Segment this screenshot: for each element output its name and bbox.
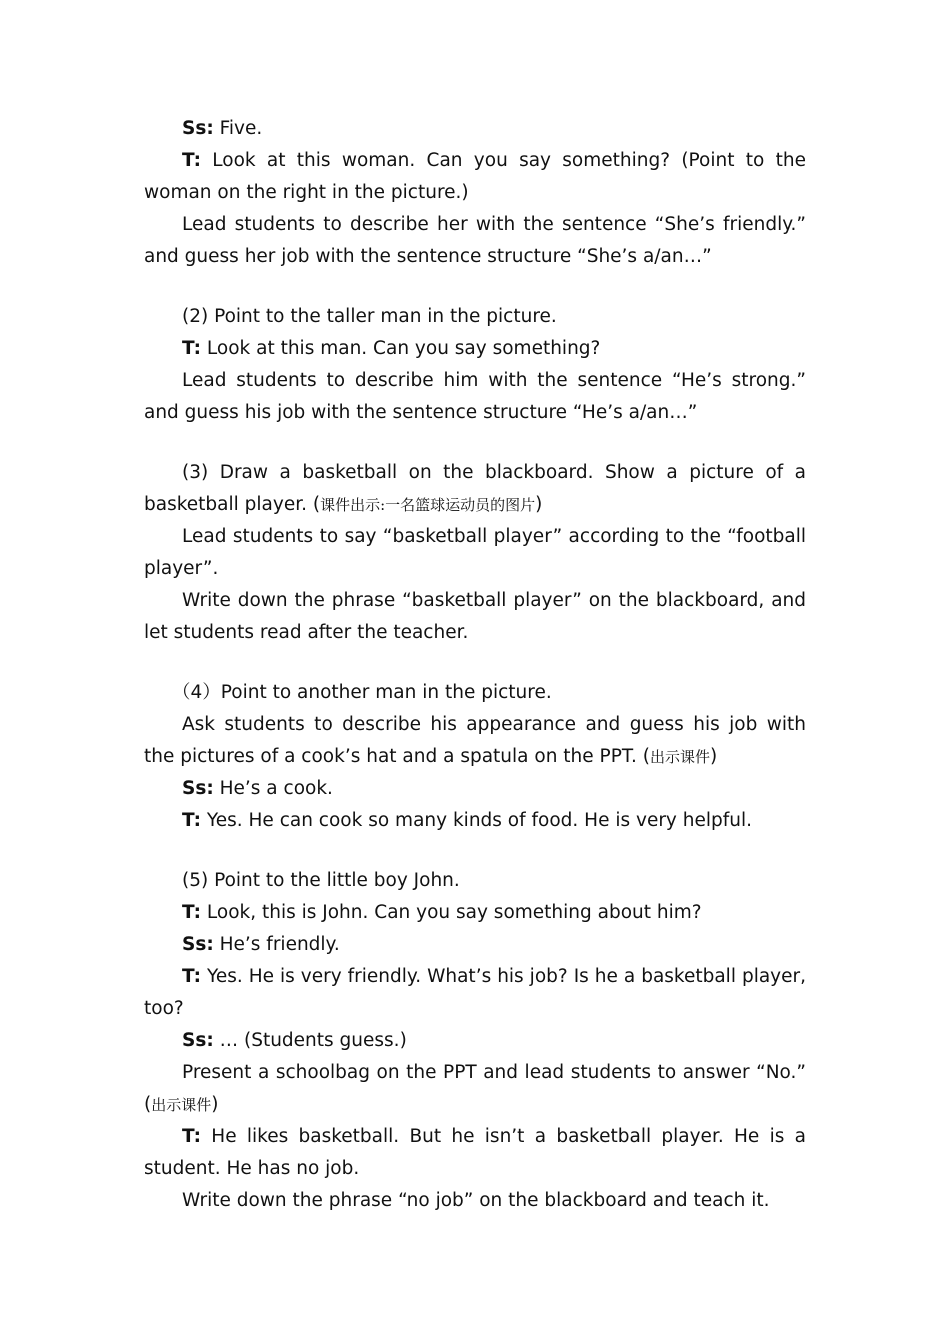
dialogue-text: Yes. He can cook so many kinds of food. He is very helpful. bbox=[201, 810, 753, 831]
dialogue-text: Look at this woman. Can you say something? (Point to the woman on the right in the picture.) bbox=[144, 150, 806, 203]
dialogue-text: Look at this man. Can you say something? bbox=[201, 338, 601, 359]
courseware-note: 课件出示:一名篮球运动员的图片 bbox=[320, 496, 536, 514]
step-heading bbox=[144, 457, 806, 521]
dialogue-line bbox=[144, 1025, 806, 1057]
speaker-label: Ss: bbox=[182, 118, 214, 139]
step-text: (3) Draw a basketball on the blackboard. Show a picture of a basketball player. ( bbox=[144, 462, 806, 515]
step-text-tail: ) bbox=[535, 494, 543, 515]
instruction-paragraph: Write down the phrase “no job” on the blackboard and teach it. bbox=[182, 1190, 770, 1211]
instruction-text: Present a schoolbag on the PPT and lead students to answer “No.” ( bbox=[144, 1062, 806, 1115]
instruction-text-tail: ) bbox=[211, 1094, 219, 1115]
speaker-label: T: bbox=[182, 902, 202, 923]
instruction-text: Ask students to describe his appearance and guess his job with the pictures of a cook’s hat and a spatula on the PPT. ( bbox=[144, 714, 806, 767]
instruction-paragraph: Lead students to say “basketball player” according to the “football player”. bbox=[144, 526, 806, 579]
dialogue-text: Five. bbox=[213, 118, 263, 139]
speaker-label: T: bbox=[182, 150, 202, 171]
speaker-label: T: bbox=[182, 338, 202, 359]
courseware-note: 出示课件 bbox=[649, 748, 710, 766]
courseware-note: 出示课件 bbox=[151, 1096, 212, 1114]
speaker-label: T: bbox=[182, 966, 202, 987]
speaker-label: T: bbox=[182, 1126, 202, 1147]
speaker-label: Ss: bbox=[182, 1030, 214, 1051]
instruction-paragraph bbox=[144, 1057, 806, 1121]
dialogue-text: Look, this is John. Can you say something about him? bbox=[201, 902, 702, 923]
dialogue-text: … (Students guess.) bbox=[213, 1030, 407, 1051]
dialogue-line bbox=[144, 897, 806, 929]
instruction-paragraph bbox=[144, 709, 806, 773]
instruction-text-tail: ) bbox=[709, 746, 718, 767]
speaker-label: Ss: bbox=[182, 934, 214, 955]
dialogue-line bbox=[144, 333, 806, 365]
dialogue-line bbox=[144, 961, 806, 1025]
instruction-paragraph: Lead students to describe her with the sentence “She’s friendly.” and guess her job with the sentence structure “She’s a/an…” bbox=[144, 214, 806, 267]
instruction-paragraph: Lead students to describe him with the sentence “He’s strong.” and guess his job with the sentence structure “He’s a/an…” bbox=[144, 370, 806, 423]
instruction-paragraph: Write down the phrase “basketball player” on the blackboard, and let students read after the teacher. bbox=[144, 590, 806, 643]
dialogue-line bbox=[144, 145, 806, 209]
dialogue-line bbox=[144, 929, 806, 961]
dialogue-line bbox=[144, 773, 806, 805]
dialogue-text: Yes. He is very friendly. What’s his job? Is he a basketball player, too? bbox=[144, 966, 806, 1019]
step-heading: (5) Point to the little boy John. bbox=[182, 870, 460, 891]
dialogue-line bbox=[144, 805, 806, 837]
dialogue-text: He likes basketball. But he isn’t a basketball player. He is a student. He has no job. bbox=[144, 1126, 806, 1179]
lesson-text bbox=[144, 113, 806, 1217]
speaker-label: Ss: bbox=[182, 778, 214, 799]
dialogue-line bbox=[144, 1121, 806, 1185]
dialogue-text: He’s friendly. bbox=[213, 934, 340, 955]
step-heading: (2) Point to the taller man in the picture. bbox=[182, 306, 557, 327]
dialogue-line bbox=[144, 113, 806, 145]
speaker-label: T: bbox=[182, 810, 202, 831]
dialogue-text: He’s a cook. bbox=[213, 778, 333, 799]
step-heading: （4）Point to another man in the picture. bbox=[172, 682, 552, 703]
